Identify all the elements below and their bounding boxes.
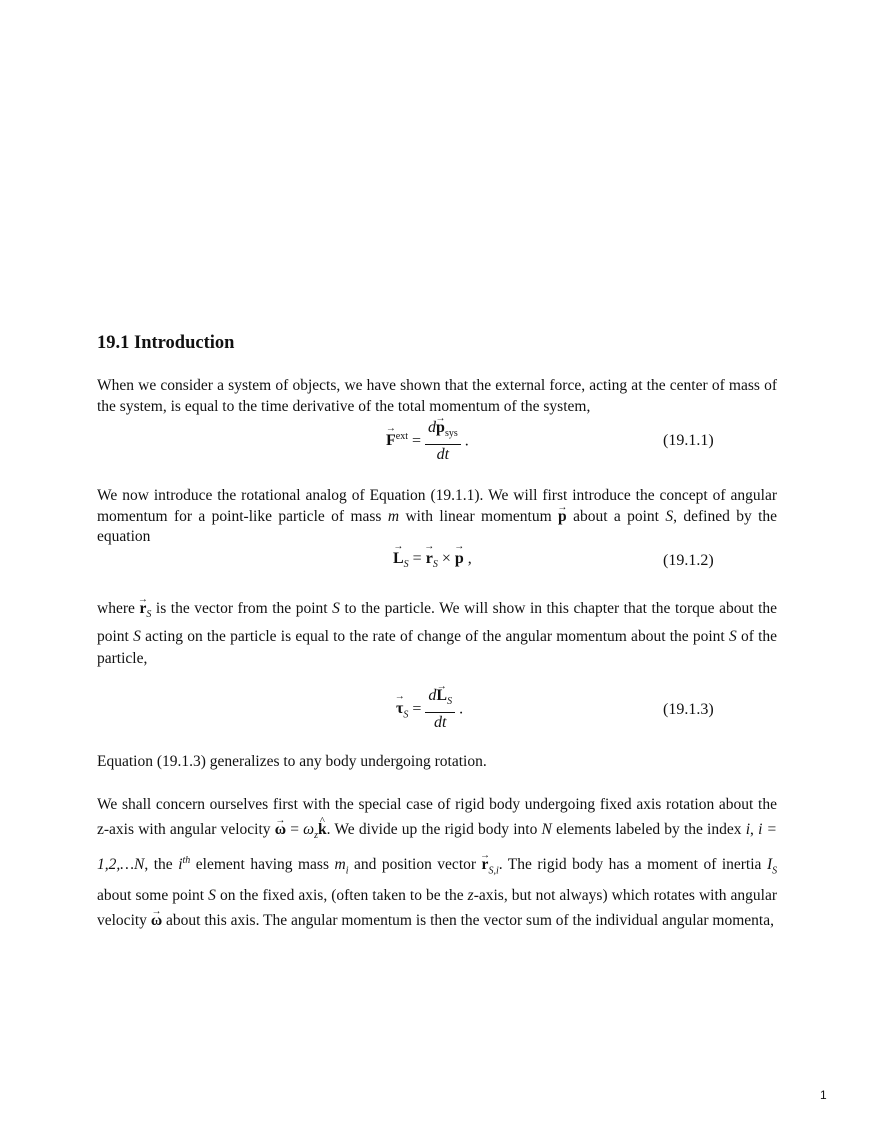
equation-19-1-2: → $L_S$ = → $r_S$ × → p ,: [393, 550, 472, 570]
ext-superscript: ext: [395, 430, 408, 442]
section-heading: 19.1 Introduction: [97, 333, 235, 353]
paragraph-3-text-c: to the particle. We will show in this chapter that the torque about the point: [97, 600, 778, 646]
page-number: 1: [820, 1088, 827, 1102]
force-vector-symbol: → F: [386, 432, 396, 450]
equation-number-1: (19.1.1): [663, 432, 714, 449]
equation-number-3: (19.1.3): [663, 701, 714, 718]
paragraph-3-text-e: of the particle,: [97, 628, 778, 668]
fraction: $\frac{d\to p_{sys}}{dt}$: [425, 418, 461, 465]
paragraph-2-text-d: , defined by the equation: [97, 507, 778, 545]
equation-19-1-3: → $\tau_S$ = $\frac{d\to L_S}{dt}$ .: [396, 686, 463, 733]
paragraph-4: [97, 752, 777, 773]
equation-19-1-1: → $F^{ext}$ = $\frac{d\to p_{sys}}{dt}$ .: [386, 418, 469, 465]
paragraph-3-text-d: acting on the particle is equal to the rate of change of the angular momentum about the point: [145, 628, 725, 646]
sys-subscript: sys: [444, 428, 458, 440]
paragraph-2: [97, 486, 777, 548]
paragraph-3: where → $r_S$ is the vector from the point S to the particle. We will show in this chapter that the torque about the point S acting on the particle is equal to the rate of change of the angular momentum about the point S of the particle,: [97, 598, 777, 670]
equation-number-2: (19.1.2): [663, 552, 714, 569]
paragraph-3-text-b: is the vector from the point: [155, 600, 328, 617]
paragraph-5-text-a: We shall concern ourselves first with the special case of rigid body undergoing fixed axis rotation about the z-axis with angular velocity: [97, 796, 777, 838]
paragraph-4-text: Equation (19.1.3) generalizes to any body undergoing rotation.: [97, 753, 487, 770]
symbol-m: m: [387, 507, 400, 525]
paragraph-1-text: When we consider a system of objects, we have shown that the external force, acting at the center of mass of the system, is equal to the time derivative of the total momentum of the system,: [97, 377, 777, 415]
paragraph-3-text-a: where: [97, 600, 135, 617]
paragraph-5: We shall concern ourselves first with the special case of rigid body undergoing fixed axis rotation about the z-axis with angular velocity → $\omega = \omega_z\^{}$ k. We divide up the rigid body into N elements labeled by the index i, i = 1,2,…N, the $i^{th}$ element having mass $m_i$ and position vector → $r_{S,i}$. The rigid body has a moment of inertia $I_S$ about some point S on the fixed axis, (often taken to be the z-axis, but not always) which rotates with angular velocity → ω about this axis. The angular momentum is then the vector sum of the individual angular momenta,: [97, 792, 777, 933]
momentum-symbol: → p: [558, 507, 567, 528]
paragraph-2-text-a: We now introduce the rotational analog of Equation (19.1.1). We will first introduce the concept of angular momentum for a point-like particle of mass: [97, 487, 777, 525]
paragraph-2-text-c: about a point: [573, 507, 659, 525]
paragraph-2-text-b: with linear momentum: [405, 507, 552, 525]
symbol-S: S: [665, 507, 674, 525]
